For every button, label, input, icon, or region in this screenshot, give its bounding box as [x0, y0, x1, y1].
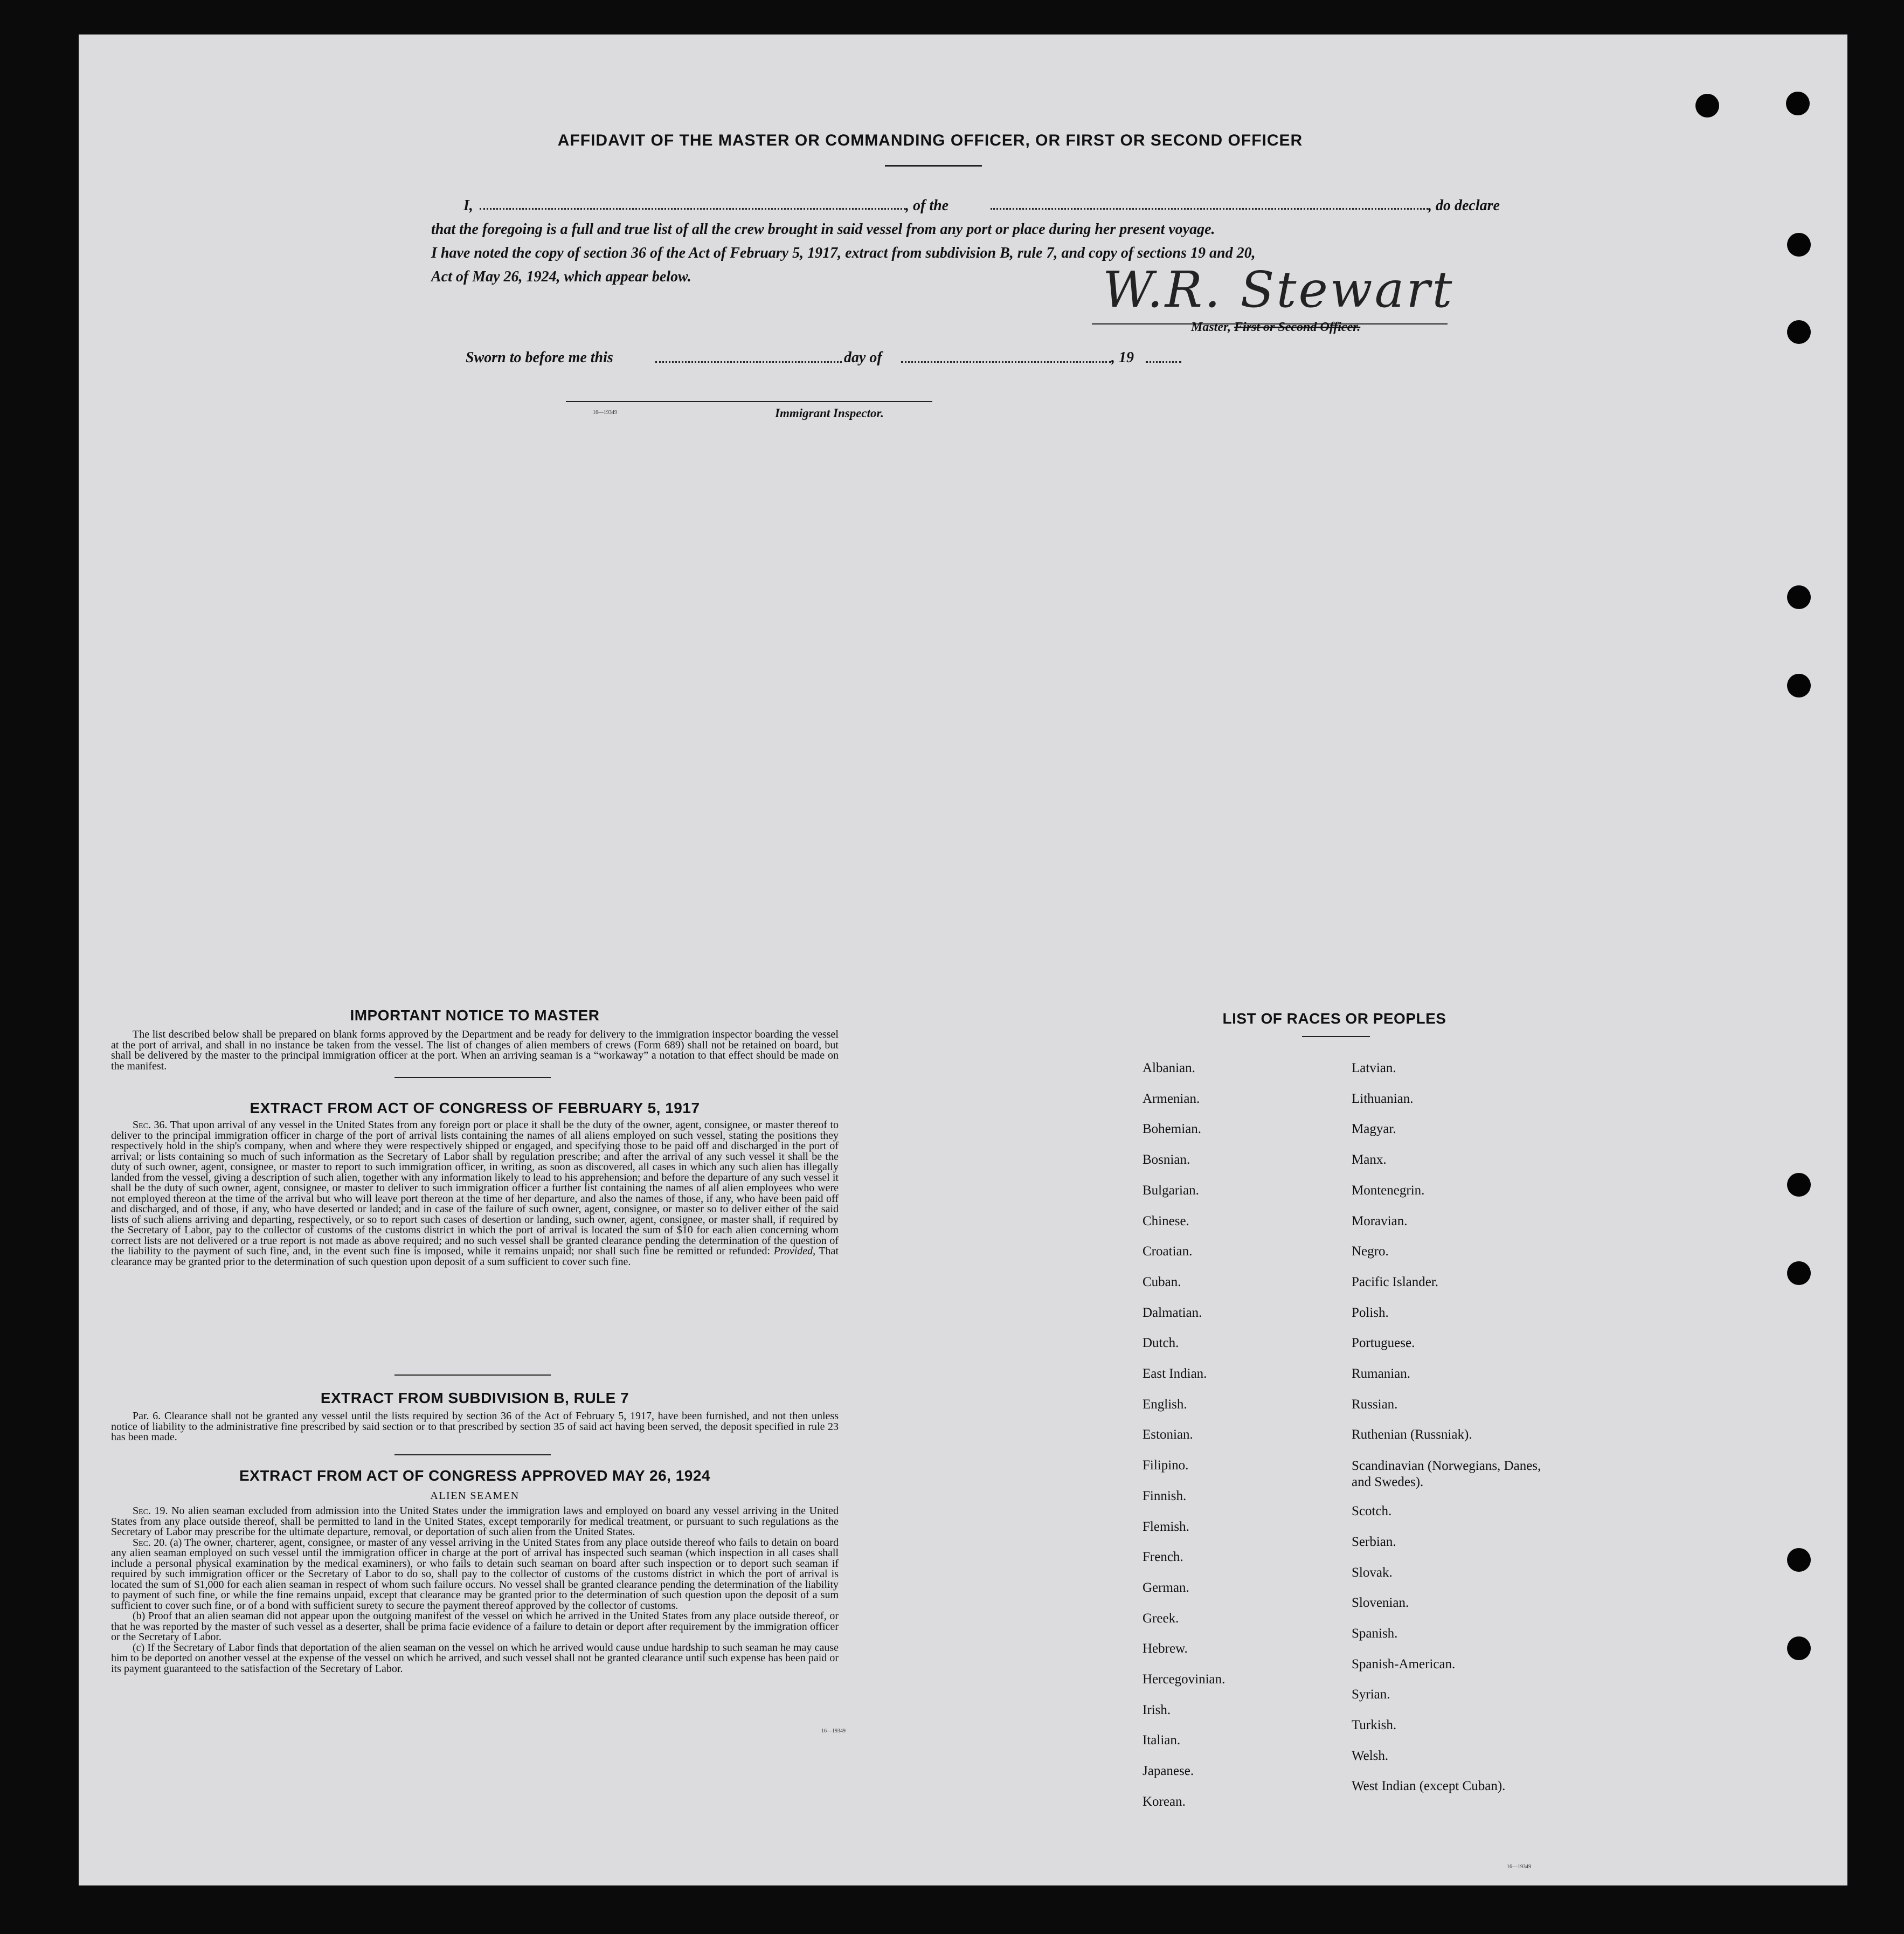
race-item: Scandinavian (Norwegians, Danes, and Swedes).: [1352, 1459, 1541, 1490]
sec-20b: (b) Proof that an alien seaman did not appear upon the outgoing manifest of the vessel on which he arrived in the United States from any place outside thereof, or that he was reported by the master of such vessel as a deserter, shall be prima facie evidence of a failure to detain or deport after requirement by the immigration officer or the Secretary of Labor.: [111, 1610, 839, 1643]
race-item: English.: [1143, 1397, 1187, 1412]
punch-hole: [1787, 320, 1811, 344]
notice-divider: [394, 1077, 551, 1078]
race-item: Spanish-American.: [1352, 1656, 1456, 1671]
race-item: Slovak.: [1352, 1565, 1393, 1580]
extract-1917-title: EXTRACT FROM ACT OF CONGRESS OF FEBRUARY 5, 1917: [250, 1100, 700, 1116]
race-item: Chinese.: [1143, 1213, 1189, 1228]
race-item: Portuguese.: [1352, 1336, 1415, 1351]
inspector-label: Immigrant Inspector.: [775, 406, 884, 420]
punch-hole: [1787, 1173, 1811, 1197]
race-item: Slovenian.: [1352, 1595, 1409, 1611]
races-col-2: [1352, 1061, 1589, 1880]
race-item: West Indian (except Cuban).: [1352, 1779, 1506, 1794]
race-item: Magyar.: [1352, 1122, 1396, 1137]
title-underline: [885, 165, 982, 167]
name-field[interactable]: [480, 208, 905, 210]
affidavit-title: AFFIDAVIT OF THE MASTER OR COMMANDING OFFICER, OR FIRST OR SECOND OFFICER: [557, 132, 1303, 149]
race-item: Albanian.: [1143, 1061, 1195, 1075]
punch-hole: [1787, 1548, 1811, 1572]
extract-rule7-text: [111, 1411, 839, 1443]
notice-title: IMPORTANT NOTICE TO MASTER: [350, 1007, 600, 1024]
race-item: Dalmatian.: [1143, 1305, 1202, 1320]
race-item: Serbian.: [1352, 1534, 1396, 1549]
races-divider: [1302, 1036, 1370, 1037]
race-item: Polish.: [1352, 1305, 1389, 1320]
do-declare-label: , do declare: [1428, 197, 1500, 214]
notice-body: The list described below shall be prepared on blank forms approved by the Department and be ready for delivery to the immigration inspector boarding the vessel at the port of arrival, and shall in no instance be taken from the vessel. The list of changes of alien members of crews (Form 689) shall not be retained on board, but shall be delivered by the master to the principal immigration officer at the port. When an arriving seaman is a “workaway” a notation to that effect should be made on the manifest.: [111, 1028, 839, 1072]
race-item: Montenegrin.: [1352, 1183, 1425, 1198]
sworn-year-field[interactable]: [1146, 361, 1181, 363]
race-item: Negro.: [1352, 1244, 1389, 1259]
race-item: Croatian.: [1143, 1244, 1193, 1259]
race-item: Bulgarian.: [1143, 1183, 1199, 1198]
declaration-line-4: Act of May 26, 1924, which appear below.: [431, 268, 691, 285]
punch-hole: [1787, 585, 1811, 609]
extract-rule7-divider: [394, 1454, 551, 1455]
signature: W.R. Stewart: [1103, 261, 1455, 319]
race-item: Cuban.: [1143, 1274, 1181, 1289]
sec-19-label: Sec. 19.: [133, 1505, 168, 1517]
inspector-line: [566, 401, 932, 402]
sec-36-body: That upon arrival of any vessel in the United States from any foreign port or place it shall be the duty of the owner, agent, consignee, or master thereof to deliver to the principal immigration officer in charge of the port of arrival lists containing the names of all aliens employed on such vessel, stating the positions they respectively hold in the ship's company, when and where they were respectively shipped or engaged, and specifying those to be paid off and discharged in the port of arrival; or lists containing so much of such information as the Secretary of Labor shall by regulation prescribe; and after the arrival of any such vessel it shall be the duty of such owner, agent, consignee, or master to report to such immigration officer, in writing, as soon as discovered, all cases in which any such alien has illegally landed from the vessel, giving a description of such alien, together with any information likely to lead to his apprehension; and before the departure of any such vessel it shall be the duty of such owner, agent, consignee, or master to deliver to such immigration officer a further list containing the names of all alien employees who were not employed thereon at the time of the arrival but who will leave port thereon at the time of her departure, and also the names of those, if any, who have been paid off and discharged, and of those, if any, who have deserted or landed; and in case of the failure of such owner, agent, consignee, or master so to deliver either of the said lists of such aliens arriving and departing, respectively, or so to report such cases of desertion or landing, such owner, agent, consignee, or master shall, if required by the Secretary of Labor, pay to the collector of customs of the customs district in which the port of arrival is located the sum of $10 for each alien concerning whom correct lists are not delivered or a true report is not made as above required; and no such vessel shall be granted clearance pending the determination of the question of the liability to the payment of such fine, and, in the event such fine is imposed, while it remains unpaid; nor shall such fine be remitted or refunded:: [111, 1119, 839, 1257]
race-item: Greek.: [1143, 1611, 1179, 1626]
race-item: Bosnian.: [1143, 1152, 1190, 1168]
sworn-month-field[interactable]: [901, 361, 1111, 363]
race-item: Bohemian.: [1143, 1122, 1202, 1137]
punch-hole: [1787, 233, 1811, 257]
extract-rule7-title: EXTRACT FROM SUBDIVISION B, RULE 7: [320, 1390, 629, 1406]
race-item: Ruthenian (Russniak).: [1352, 1427, 1472, 1442]
signature-caption: [1191, 320, 1360, 335]
caption-struck: First or Second Officer.: [1234, 320, 1361, 334]
extract-1924-text: [111, 1506, 839, 1674]
race-item: German.: [1143, 1580, 1189, 1595]
race-item: Turkish.: [1352, 1718, 1397, 1733]
extract-1924-title: EXTRACT FROM ACT OF CONGRESS APPROVED MAY 26, 1924: [239, 1467, 710, 1484]
extract-1917-divider: [394, 1374, 551, 1376]
form-number-extract: 16—19349: [821, 1728, 846, 1734]
punch-hole: [1786, 92, 1810, 115]
race-item: Finnish.: [1143, 1488, 1187, 1503]
of-the-label: , of the: [905, 197, 949, 214]
punch-hole: [1787, 674, 1811, 697]
races-col-1: [1143, 1061, 1358, 1880]
race-item: Japanese.: [1143, 1764, 1194, 1779]
race-item: Pacific Islander.: [1352, 1274, 1439, 1289]
sec-36-label: Sec. 36.: [133, 1119, 168, 1131]
declaration-line-3: I have noted the copy of section 36 of the Act of February 5, 1917, extract from subdivision B, rule 7, and copy of sections 19 and 20,: [431, 245, 1256, 261]
race-item: Hebrew.: [1143, 1641, 1188, 1656]
sworn-day-field[interactable]: [655, 361, 842, 363]
sec-20a: [111, 1538, 839, 1612]
punch-hole: [1787, 1261, 1811, 1285]
race-item: Hercegovinian.: [1143, 1672, 1226, 1687]
sec-20c: (c) If the Secretary of Labor finds that deportation of the alien seaman on the vessel on which he arrived would cause undue hardship to such seaman he may cause him to be deported on another vessel at the expense of the vessel on which he arrived, and such vessel shall not be granted clearance until such expense has been paid or its payment guaranteed to the satisfaction of the Secretary of Labor.: [111, 1641, 839, 1675]
extract-1917-text: [111, 1120, 839, 1267]
form-number-top: 16—19349: [593, 410, 617, 416]
caption-master: Master,: [1191, 320, 1231, 334]
proviso-body: That clearance may be granted prior to the determination of such question upon deposit of a sum sufficient to cover such fine.: [111, 1245, 839, 1268]
punch-hole: [1695, 94, 1719, 118]
race-item: Scotch.: [1352, 1504, 1392, 1519]
year-label: , 19: [1111, 349, 1134, 366]
race-item: Spanish.: [1352, 1626, 1398, 1641]
document-page: [79, 34, 1847, 1885]
race-item: Moravian.: [1352, 1213, 1408, 1228]
race-item: East Indian.: [1143, 1366, 1207, 1381]
race-item: Welsh.: [1352, 1748, 1389, 1763]
race-item: Russian.: [1352, 1397, 1398, 1412]
proviso-label: Provided,: [773, 1245, 816, 1257]
race-item: Italian.: [1143, 1733, 1181, 1748]
races-title: LIST OF RACES OR PEOPLES: [1222, 1010, 1446, 1027]
declaration-line-1: [463, 197, 1520, 217]
sec-19: [111, 1506, 839, 1538]
declaration-line-2: that the foregoing is a full and true list of all the crew brought in said vessel from any port or place during her present voyage.: [431, 221, 1215, 238]
race-item: Korean.: [1143, 1794, 1186, 1809]
race-item: Irish.: [1143, 1702, 1171, 1717]
form-number-races: 16—19349: [1507, 1864, 1531, 1870]
race-item: Armenian.: [1143, 1091, 1200, 1106]
vessel-field[interactable]: [991, 208, 1428, 210]
race-item: Syrian.: [1352, 1687, 1390, 1702]
sec-20-label: Sec. 20.: [133, 1536, 168, 1549]
punch-hole: [1787, 1636, 1811, 1660]
sec-19-body: No alien seaman excluded from admission into the United States under the immigration laws and employed on board any vessel arriving in the United States from any place outside thereof, shall be permitted to land in the United States, except temporarily for medical treatment, or pursuant to such regulations as the Secretary of Labor may prescribe for the ultimate departure, removal, or deportation of such alien from the United States.: [111, 1505, 839, 1538]
race-item: Filipino.: [1143, 1458, 1189, 1473]
notice-text: [111, 1030, 839, 1072]
alien-seamen-subtitle: ALIEN SEAMEN: [430, 1490, 520, 1502]
race-item: Rumanian.: [1352, 1366, 1411, 1381]
sworn-label: Sworn to before me this: [466, 349, 613, 366]
race-item: Estonian.: [1143, 1427, 1193, 1442]
race-item: Manx.: [1352, 1152, 1387, 1168]
race-item: Dutch.: [1143, 1336, 1179, 1351]
sec-20a-body: (a) The owner, charterer, agent, consignee, or master of any vessel arriving in the United States from any place outside thereof who fails to detain on board any alien seaman employed on such vessel until the immigration officer in charge at the port of arrival has inspected such seaman (which inspection in all cases shall include a personal physical examination by the medical examiners), or who fails to detain such seaman on board after such inspection or to deport such seaman if required by such immigration officer or the Secretary of Labor to do so, shall pay to the collector of customs of the customs district in which the port of arrival is located the sum of $1,000 for each alien seaman in respect of whom such failure occurs. No vessel shall be granted clearance pending the determination of the liability to payment of such fine, or while the fine remains unpaid, except that clearance may be granted prior to the determination of such question upon the deposit of a sum sufficient to cover such fine, or of a bond with sufficient surety to secure the payment thereof approved by the collector of customs.: [111, 1536, 839, 1612]
day-of-label: day of: [844, 349, 882, 366]
race-item: Latvian.: [1352, 1061, 1396, 1075]
i-label: I,: [463, 197, 473, 214]
rule7-body: Par. 6. Clearance shall not be granted any vessel until the lists required by section 36 of the Act of February 5, 1917, have been furnished, and not then unless notice of liability to the administrative fine prescribed by said section or to that prescribed by section 35 of said act having been served, the deposit specified in rule 23 has been made.: [111, 1410, 839, 1443]
race-item: French.: [1143, 1550, 1183, 1565]
race-item: Lithuanian.: [1352, 1091, 1414, 1106]
race-item: Flemish.: [1143, 1519, 1189, 1534]
